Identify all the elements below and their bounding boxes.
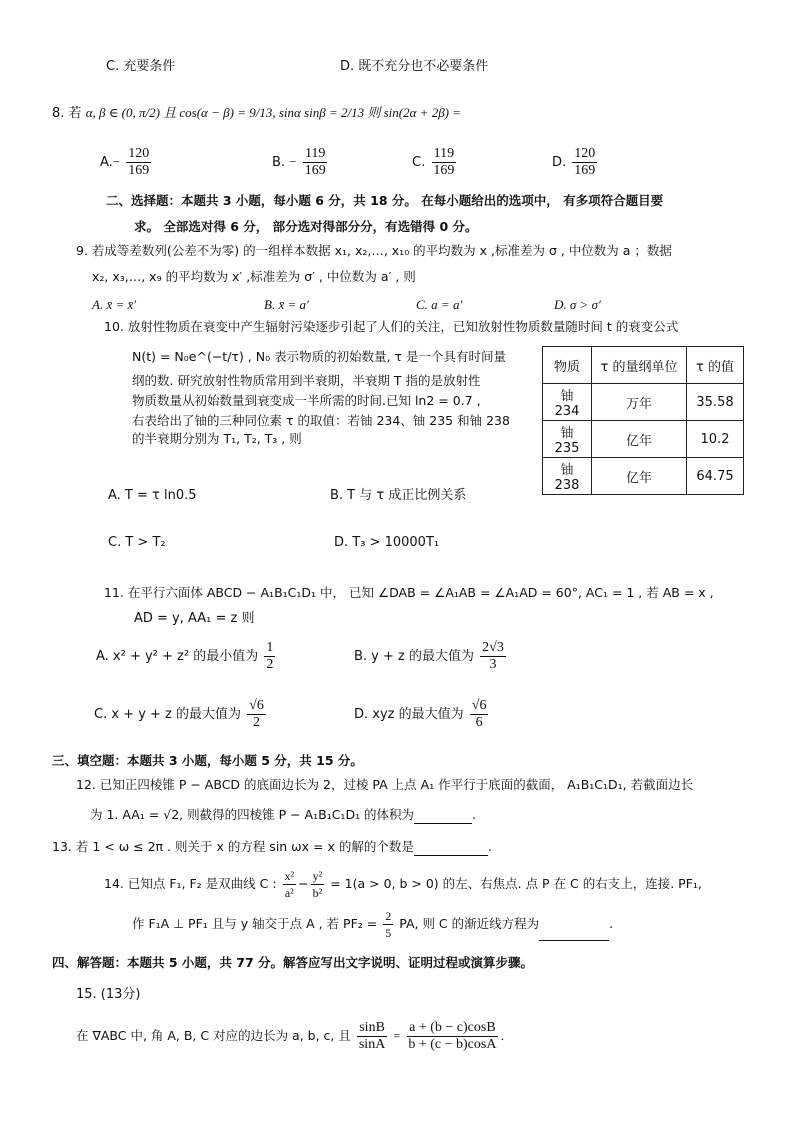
q10-option-c: C. T > T₂	[108, 535, 166, 550]
table-header-cell: 物质	[543, 347, 592, 384]
q8-stem	[52, 104, 461, 123]
q9-stem-line1: 9. 若成等差数列(公差不为零) 的一组样本数据 x₁, x₂,…, x₁₀ 的平均数为 x ,标准差为 σ , 中位数为 a ；数据	[76, 243, 672, 258]
q11-stem-line2: AD = y, AA₁ = z 则	[134, 611, 255, 626]
q7-option-c: C. 充要条件	[106, 59, 176, 74]
table-header-cell: τ 的量纲单位	[592, 347, 687, 384]
table-header-row	[543, 347, 744, 384]
table-cell: 10.2	[687, 421, 744, 458]
q9-option-b: B. x̄ = a′	[264, 297, 309, 312]
section-2-title: 二、选择题：本题共 3 小题，每小题 6 分，共 18 分。 在每小题给出的选项中， 有多项符合题目要	[106, 193, 664, 208]
q14-stem-line2: 作 F₁A ⊥ PF₁ 且与 y 轴交于点 A , 若 PF₂ = $\frac{2}{5}$ PA, 则 C 的渐近线方程为 .	[132, 909, 614, 940]
table-row	[543, 421, 744, 458]
q14-fraction-ratio: $\frac{2}{5}$	[385, 909, 392, 940]
q15-stem: 在 ∇ABC 中, 角 A, B, C 对应的边长为 a, b, c, 且 $\frac{\sin B}{\sin A}$ = $\frac{a + (b - c)\cos B}{b + (c - b)\cos A}$ .	[76, 1020, 505, 1052]
q10-option-d: D. T₃ > 10000T₁	[334, 535, 440, 550]
table-cell: 35.58	[687, 384, 744, 421]
table-cell: 铀 234	[543, 384, 592, 421]
table-header-cell: τ 的值	[687, 347, 744, 384]
table-cell: 铀 238	[543, 458, 592, 495]
q11-stem-line1: 11. 在平行六面体 ABCD − A₁B₁C₁D₁ 中， 已知 ∠DAB = ∠A₁AB = ∠A₁AD = 60°, AC₁ = 1 , 若 AB = x ,	[104, 585, 714, 600]
table-cell: 亿年	[592, 421, 687, 458]
q10-stem-line3: 纲的数. 研究放射性物质常用到半衰期，半衰期 T 指的是放射性	[132, 373, 481, 388]
q11-option-b: B. y + z 的最大值为 $\frac{2√3}{3}$	[354, 640, 504, 672]
q14-stem-line1: 14. 已知点 F₁, F₂ 是双曲线 C : $\frac{\text{x²}}{\text{a²}}$ − $\frac{\text{y²}}{\text{b²}}$ = 1(a > 0, b > 0) 的左、右焦点. 点 P 在 C 的右支上，连接. PF₁,	[104, 869, 702, 900]
q10-stem-line1: 10. 放射性物质在衰变中产生辐射污染逐步引起了人们的关注，已知放射性物质数量随时间 t 的衰变公式	[104, 319, 679, 334]
table-cell: 铀 235	[543, 421, 592, 458]
table-cell: 亿年	[592, 458, 687, 495]
section-4-title: 四、解答题：本题共 5 小题，共 77 分。解答应写出文字说明、证明过程或演算步骤。	[52, 955, 534, 970]
answer-blank[interactable]	[539, 928, 609, 941]
q10-stem-line4: 物质数量从初始数量到衰变成一半所需的时间.已知 ln2 = 0.7 ,	[132, 393, 481, 408]
q8-option-d: D. $\frac{120}{169}$	[552, 146, 596, 178]
q11-option-d: D. xyz 的最大值为 $\frac{√6}{6}$	[354, 698, 487, 730]
section-3-title: 三、填空题：本题共 3 小题，每小题 5 分，共 15 分。	[52, 753, 363, 768]
answer-blank[interactable]	[414, 811, 472, 824]
q9-option-d: D. σ > σ′	[554, 297, 601, 312]
q8-condition: α, β ∈ (0, π/2) 且 cos(α − β) = 9/13, sinα sinβ = 2/13 则 sin(2α + 2β) =	[85, 105, 462, 120]
q13-stem: 13. 若 1 < ω ≤ 2π . 则关于 x 的方程 sin ωx = x 的解的个数是 .	[52, 839, 492, 854]
answer-blank[interactable]	[414, 843, 488, 856]
table-row	[543, 384, 744, 421]
q7-option-d: D. 既不充分也不必要条件	[340, 59, 489, 74]
q8-option-c: C. $\frac{119}{169}$	[412, 146, 455, 178]
q12-stem-line1: 12. 已知正四棱锥 P − ABCD 的底面边长为 2，过棱 PA 上点 A₁ 作平行于底面的截面， A₁B₁C₁D₁, 若截面边长	[76, 777, 694, 792]
table-cell: 万年	[592, 384, 687, 421]
table-cell: 64.75	[687, 458, 744, 495]
q9-option-a: A. x̄ = x̄′	[92, 297, 137, 312]
q15-rhs-fraction: $\frac{a + (b - c)\cos B}{b + (c - b)\cos A}$	[408, 1020, 497, 1052]
q8-options	[100, 146, 700, 186]
q11-option-c: C. x + y + z 的最大值为 $\frac{√6}{2}$	[94, 698, 264, 730]
q10-option-b: B. T 与 τ 成正比例关系	[330, 488, 467, 503]
q9-stem-line2: x₂, x₃,…, x₉ 的平均数为 x′ ,标准差为 σ′ , 中位数为 a′ , 则	[92, 269, 416, 284]
q8-option-b: B. − $\frac{119}{169}$	[272, 146, 326, 178]
section-2-note: 求。 全部选对得 6 分， 部分选对得部分分，有选错得 0 分。	[134, 219, 478, 234]
q10-stem-line6: 的半衰期分别为 T₁, T₂, T₃ , 则	[132, 431, 302, 446]
q15-heading: 15. (13分)	[76, 987, 141, 1002]
isotope-table	[542, 346, 744, 495]
q15-lhs-fraction: $\frac{\sin B}{\sin A}$	[358, 1020, 386, 1052]
q10-option-a: A. T = τ ln0.5	[108, 488, 197, 503]
q10-stem-line5: 右表给出了铀的三种同位素 τ 的取值：若铀 234、铀 235 和铀 238	[132, 413, 510, 428]
q8-option-a: A.− $\frac{120}{169}$	[100, 146, 150, 178]
q14-fraction-y: $\frac{\text{y²}}{\text{b²}}$	[312, 869, 323, 900]
q12-stem-line2: 为 1. AA₁ = √2, 则截得的四棱锥 P − A₁B₁C₁D₁ 的体积为 .	[90, 807, 477, 822]
q10-formula: N(t) = N₀e^(−t/τ) , N₀ 表示物质的初始数量, τ 是一个具有时间量	[132, 349, 507, 364]
q9-option-c: C. a = a′	[416, 297, 463, 312]
q14-fraction-x: $\frac{\text{x²}}{\text{a²}}$	[284, 869, 295, 900]
q8-number: 8. 若	[52, 106, 82, 121]
table-row	[543, 458, 744, 495]
q11-option-a: A. x² + y² + z² 的最小值为 $\frac{1}{2}$	[96, 640, 274, 672]
